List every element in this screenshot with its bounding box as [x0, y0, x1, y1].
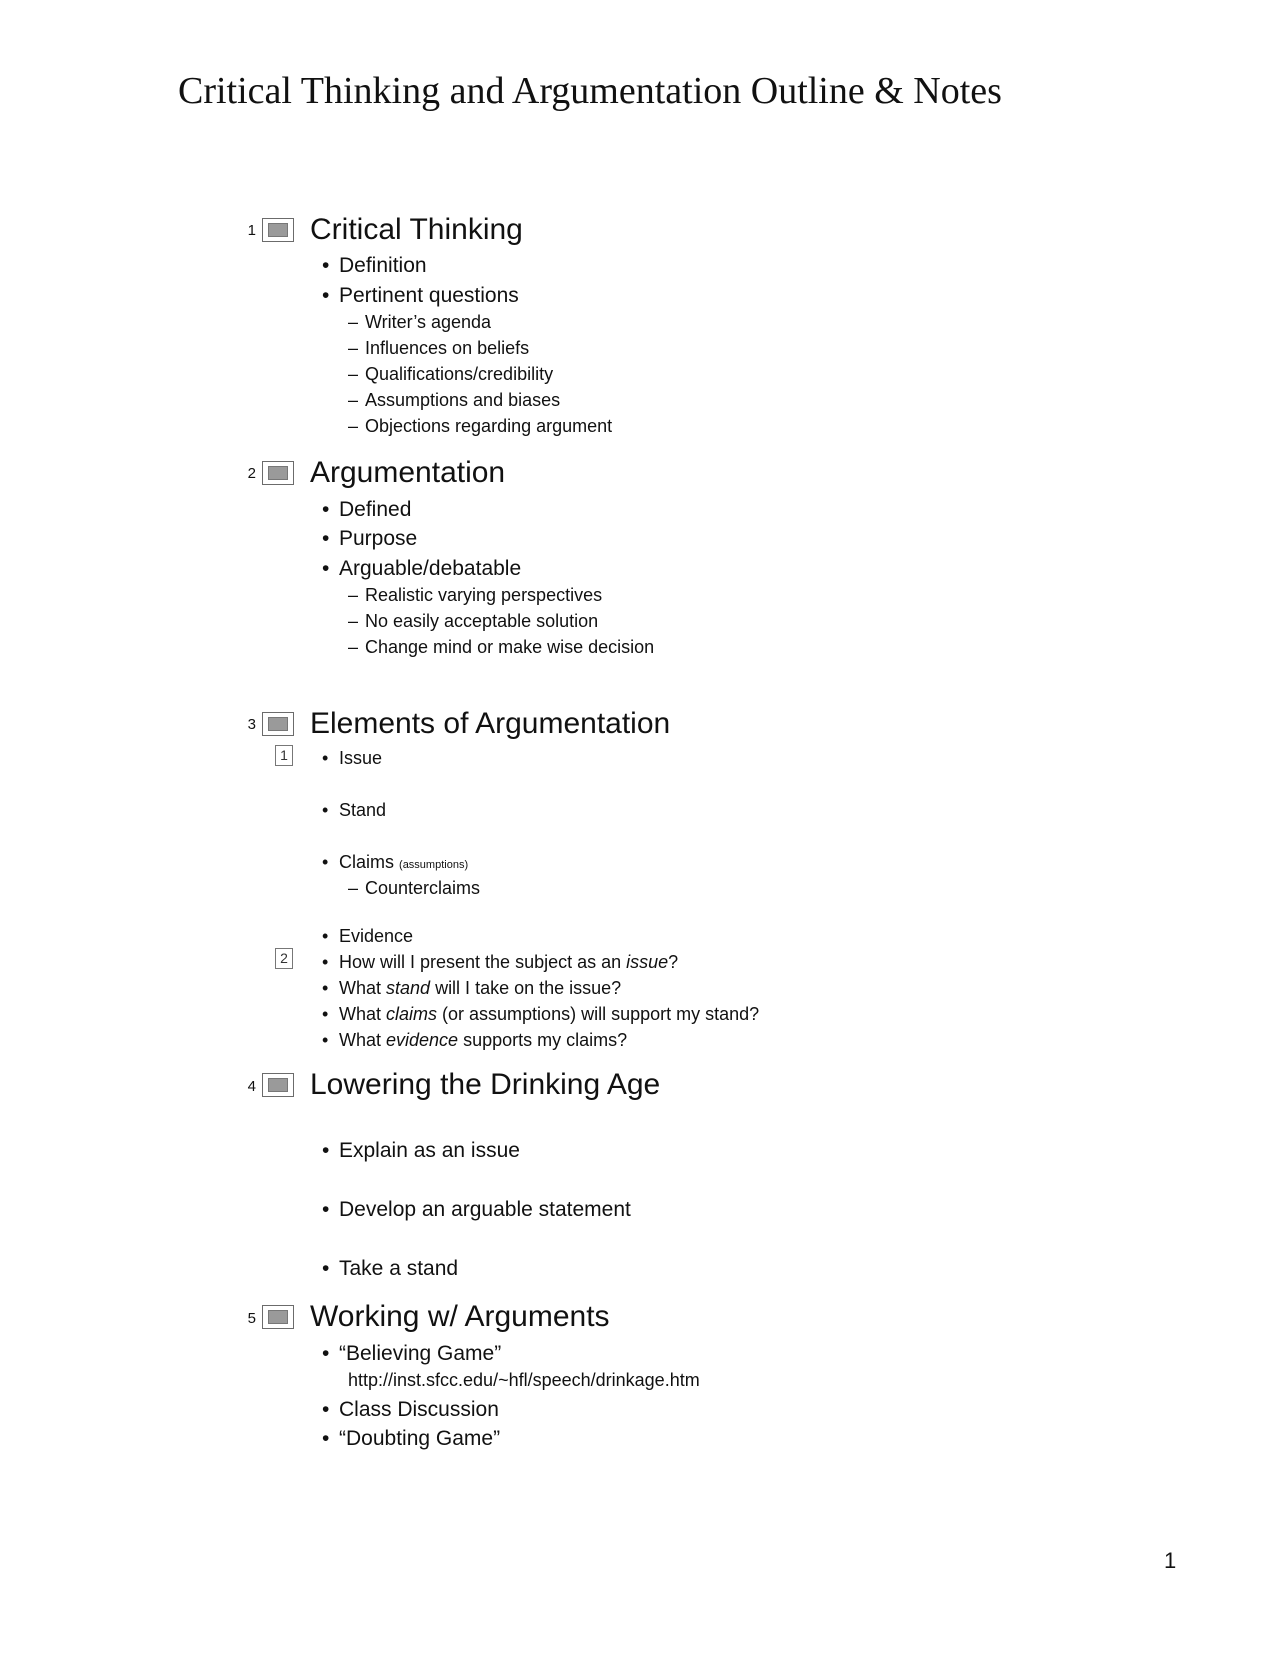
slide-number: 1: [247, 222, 256, 239]
slide-thumbnail-icon: [262, 1305, 294, 1329]
slide-thumbnail-icon: [262, 461, 294, 485]
slide-number: 3: [247, 716, 256, 733]
slide-title: Argumentation: [310, 456, 506, 489]
note-marker: 2: [275, 948, 293, 969]
slide-title: Critical Thinking: [310, 213, 523, 246]
slide-title: Working w/ Arguments: [310, 1300, 610, 1333]
slide-thumbnail-icon: [262, 712, 294, 736]
document-title: Critical Thinking and Argumentation Outline & Notes: [178, 70, 1002, 112]
bullet-text: Claims: [339, 852, 395, 872]
slide-thumbnail-icon: [262, 218, 294, 242]
slide-title: Elements of Argumentation: [310, 707, 671, 740]
page-number: 1: [1164, 1548, 1177, 1573]
slide-number: 2: [247, 465, 256, 482]
slide-title: Lowering the Drinking Age: [310, 1068, 661, 1101]
reference-url: http://inst.sfcc.edu/~hfl/speech/drinkage.htm: [348, 1370, 700, 1390]
slide-number: 4: [247, 1078, 256, 1095]
claims-aside: (assumptions): [399, 859, 469, 871]
slide-number: 5: [247, 1310, 256, 1327]
note-marker: 1: [275, 745, 293, 766]
slide-thumbnail-icon: [262, 1073, 294, 1097]
